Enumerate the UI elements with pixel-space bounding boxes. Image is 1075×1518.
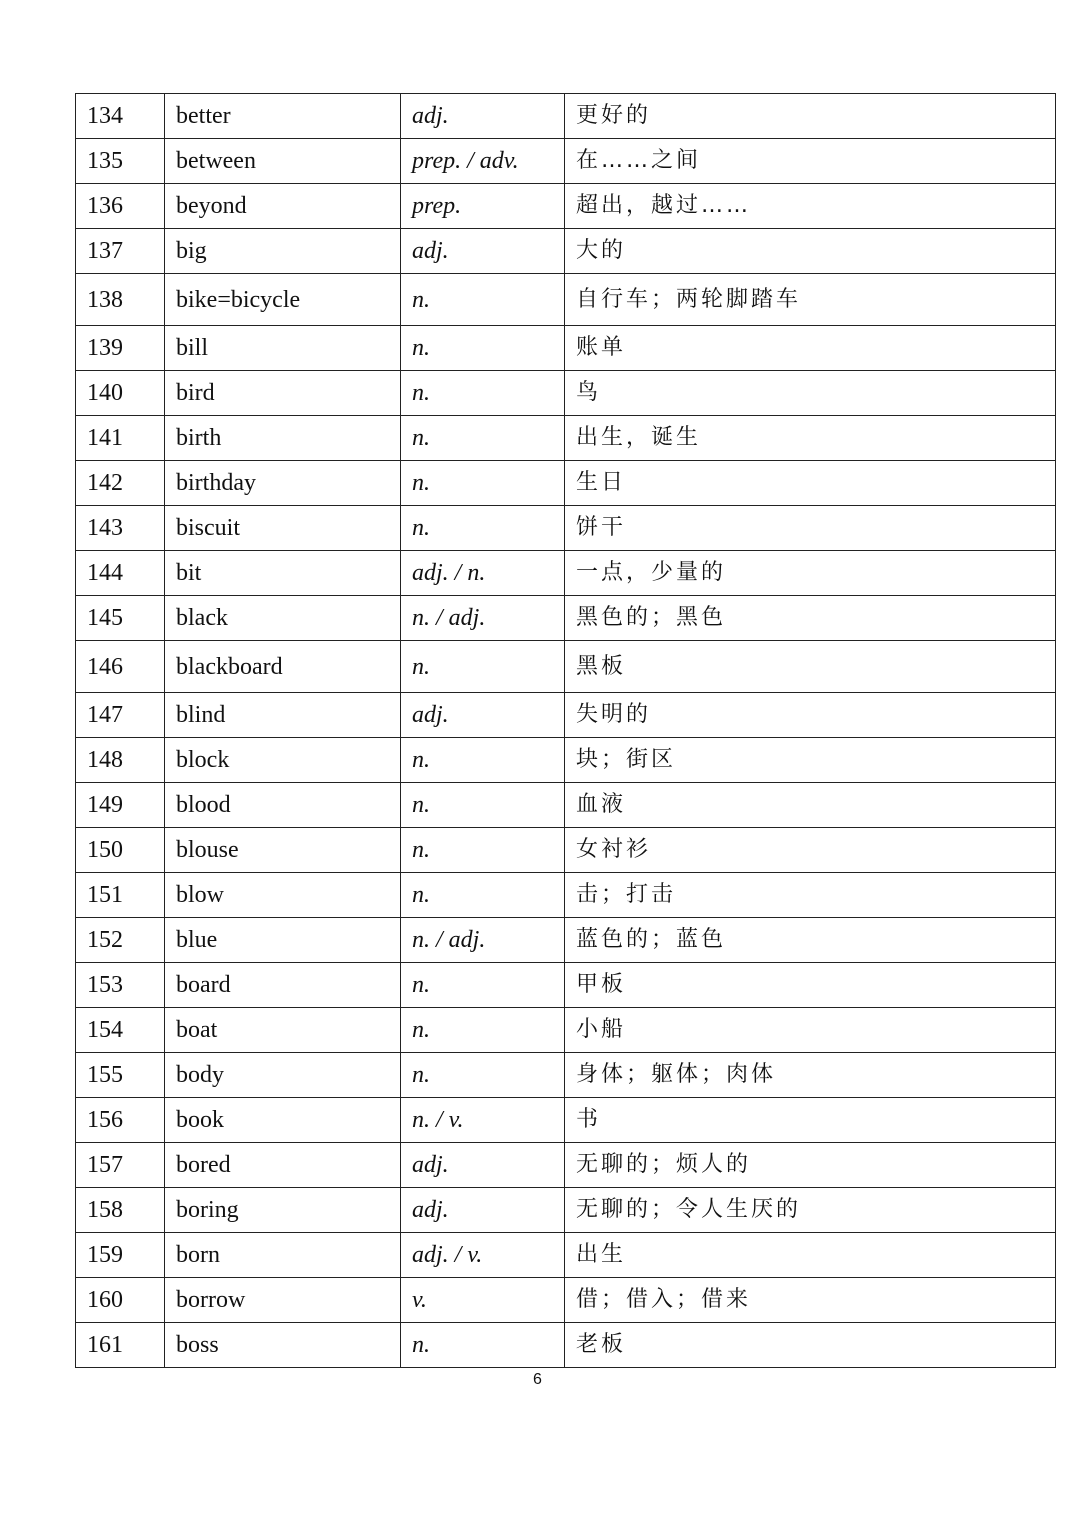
entry-meaning: 一点，少量的 xyxy=(565,551,1056,596)
entry-number: 156 xyxy=(76,1098,165,1143)
entry-part-of-speech: n. xyxy=(401,1053,565,1098)
entry-meaning: 借；借入；借来 xyxy=(565,1278,1056,1323)
entry-meaning: 小船 xyxy=(565,1008,1056,1053)
page-number: 6 xyxy=(533,1371,542,1388)
entry-word: bored xyxy=(165,1143,401,1188)
entry-part-of-speech: n. / adj. xyxy=(401,596,565,641)
entry-word: boss xyxy=(165,1323,401,1368)
entry-meaning: 块；街区 xyxy=(565,738,1056,783)
entry-number: 137 xyxy=(76,229,165,274)
entry-part-of-speech: n. xyxy=(401,416,565,461)
entry-number: 160 xyxy=(76,1278,165,1323)
entry-meaning: 无聊的；烦人的 xyxy=(565,1143,1056,1188)
table-row xyxy=(76,274,1056,326)
entry-number: 142 xyxy=(76,461,165,506)
entry-word: birthday xyxy=(165,461,401,506)
entry-word: book xyxy=(165,1098,401,1143)
table-row xyxy=(76,461,1056,506)
entry-part-of-speech: prep. xyxy=(401,184,565,229)
entry-part-of-speech: n. / v. xyxy=(401,1098,565,1143)
table-row xyxy=(76,783,1056,828)
entry-part-of-speech: v. xyxy=(401,1278,565,1323)
table-row xyxy=(76,1188,1056,1233)
entry-meaning: 自行车；两轮脚踏车 xyxy=(565,274,1056,326)
entry-meaning: 击；打击 xyxy=(565,873,1056,918)
entry-word: blood xyxy=(165,783,401,828)
entry-part-of-speech: n. xyxy=(401,461,565,506)
entry-number: 150 xyxy=(76,828,165,873)
entry-number: 140 xyxy=(76,371,165,416)
entry-number: 155 xyxy=(76,1053,165,1098)
entry-number: 135 xyxy=(76,139,165,184)
entry-part-of-speech: adj. xyxy=(401,94,565,139)
entry-number: 158 xyxy=(76,1188,165,1233)
entry-part-of-speech: adj. xyxy=(401,1188,565,1233)
entry-number: 145 xyxy=(76,596,165,641)
entry-number: 144 xyxy=(76,551,165,596)
entry-meaning: 甲板 xyxy=(565,963,1056,1008)
vocabulary-table xyxy=(75,93,1056,1368)
table-row xyxy=(76,229,1056,274)
entry-number: 141 xyxy=(76,416,165,461)
entry-number: 146 xyxy=(76,641,165,693)
table-row xyxy=(76,828,1056,873)
entry-word: blouse xyxy=(165,828,401,873)
table-row xyxy=(76,1008,1056,1053)
table-row xyxy=(76,641,1056,693)
entry-number: 149 xyxy=(76,783,165,828)
table-row xyxy=(76,551,1056,596)
entry-word: black xyxy=(165,596,401,641)
entry-meaning: 账单 xyxy=(565,326,1056,371)
entry-meaning: 血液 xyxy=(565,783,1056,828)
entry-number: 157 xyxy=(76,1143,165,1188)
entry-part-of-speech: n. xyxy=(401,738,565,783)
entry-part-of-speech: n. xyxy=(401,371,565,416)
table-row xyxy=(76,94,1056,139)
entry-number: 154 xyxy=(76,1008,165,1053)
entry-word: blue xyxy=(165,918,401,963)
entry-meaning: 老板 xyxy=(565,1323,1056,1368)
table-row xyxy=(76,738,1056,783)
entry-word: between xyxy=(165,139,401,184)
entry-part-of-speech: n. xyxy=(401,326,565,371)
table-row xyxy=(76,371,1056,416)
entry-word: block xyxy=(165,738,401,783)
entry-part-of-speech: adj. xyxy=(401,1143,565,1188)
entry-word: board xyxy=(165,963,401,1008)
table-row xyxy=(76,1098,1056,1143)
entry-number: 153 xyxy=(76,963,165,1008)
entry-meaning: 更好的 xyxy=(565,94,1056,139)
entry-part-of-speech: n. / adj. xyxy=(401,918,565,963)
entry-word: blackboard xyxy=(165,641,401,693)
entry-word: birth xyxy=(165,416,401,461)
entry-meaning: 女衬衫 xyxy=(565,828,1056,873)
entry-word: boring xyxy=(165,1188,401,1233)
table-row xyxy=(76,918,1056,963)
entry-part-of-speech: n. xyxy=(401,1008,565,1053)
entry-word: better xyxy=(165,94,401,139)
entry-number: 161 xyxy=(76,1323,165,1368)
entry-meaning: 在……之间 xyxy=(565,139,1056,184)
entry-meaning: 鸟 xyxy=(565,371,1056,416)
entry-meaning: 失明的 xyxy=(565,693,1056,738)
entry-number: 134 xyxy=(76,94,165,139)
entry-part-of-speech: adj. / v. xyxy=(401,1233,565,1278)
vocabulary-table-body xyxy=(76,94,1056,1368)
table-row xyxy=(76,596,1056,641)
entry-word: boat xyxy=(165,1008,401,1053)
entry-part-of-speech: adj. / n. xyxy=(401,551,565,596)
entry-word: biscuit xyxy=(165,506,401,551)
entry-meaning: 黑色的；黑色 xyxy=(565,596,1056,641)
entry-part-of-speech: adj. xyxy=(401,693,565,738)
entry-meaning: 身体；躯体；肉体 xyxy=(565,1053,1056,1098)
entry-number: 136 xyxy=(76,184,165,229)
entry-word: bike=bicycle xyxy=(165,274,401,326)
table-row xyxy=(76,873,1056,918)
entry-part-of-speech: n. xyxy=(401,963,565,1008)
entry-word: born xyxy=(165,1233,401,1278)
entry-part-of-speech: n. xyxy=(401,274,565,326)
table-row xyxy=(76,963,1056,1008)
entry-word: blind xyxy=(165,693,401,738)
table-row xyxy=(76,1143,1056,1188)
entry-number: 143 xyxy=(76,506,165,551)
entry-number: 139 xyxy=(76,326,165,371)
table-row xyxy=(76,1233,1056,1278)
entry-meaning: 饼干 xyxy=(565,506,1056,551)
entry-part-of-speech: n. xyxy=(401,1323,565,1368)
table-row xyxy=(76,693,1056,738)
table-row xyxy=(76,326,1056,371)
entry-part-of-speech: n. xyxy=(401,783,565,828)
entry-meaning: 无聊的；令人生厌的 xyxy=(565,1188,1056,1233)
entry-word: blow xyxy=(165,873,401,918)
table-row xyxy=(76,139,1056,184)
entry-part-of-speech: prep. / adv. xyxy=(401,139,565,184)
entry-meaning: 蓝色的；蓝色 xyxy=(565,918,1056,963)
entry-part-of-speech: n. xyxy=(401,506,565,551)
entry-number: 147 xyxy=(76,693,165,738)
entry-word: borrow xyxy=(165,1278,401,1323)
entry-part-of-speech: adj. xyxy=(401,229,565,274)
table-row xyxy=(76,416,1056,461)
entry-part-of-speech: n. xyxy=(401,828,565,873)
entry-part-of-speech: n. xyxy=(401,873,565,918)
entry-number: 159 xyxy=(76,1233,165,1278)
table-row xyxy=(76,506,1056,551)
entry-number: 152 xyxy=(76,918,165,963)
entry-meaning: 书 xyxy=(565,1098,1056,1143)
entry-number: 151 xyxy=(76,873,165,918)
table-row xyxy=(76,1053,1056,1098)
entry-word: big xyxy=(165,229,401,274)
entry-word: bit xyxy=(165,551,401,596)
entry-number: 148 xyxy=(76,738,165,783)
entry-word: body xyxy=(165,1053,401,1098)
entry-meaning: 大的 xyxy=(565,229,1056,274)
entry-part-of-speech: n. xyxy=(401,641,565,693)
entry-word: beyond xyxy=(165,184,401,229)
entry-meaning: 出生，诞生 xyxy=(565,416,1056,461)
entry-meaning: 超出，越过…… xyxy=(565,184,1056,229)
table-row xyxy=(76,1323,1056,1368)
entry-meaning: 出生 xyxy=(565,1233,1056,1278)
entry-meaning: 生日 xyxy=(565,461,1056,506)
entry-word: bird xyxy=(165,371,401,416)
entry-meaning: 黑板 xyxy=(565,641,1056,693)
entry-word: bill xyxy=(165,326,401,371)
table-row xyxy=(76,1278,1056,1323)
entry-number: 138 xyxy=(76,274,165,326)
table-row xyxy=(76,184,1056,229)
